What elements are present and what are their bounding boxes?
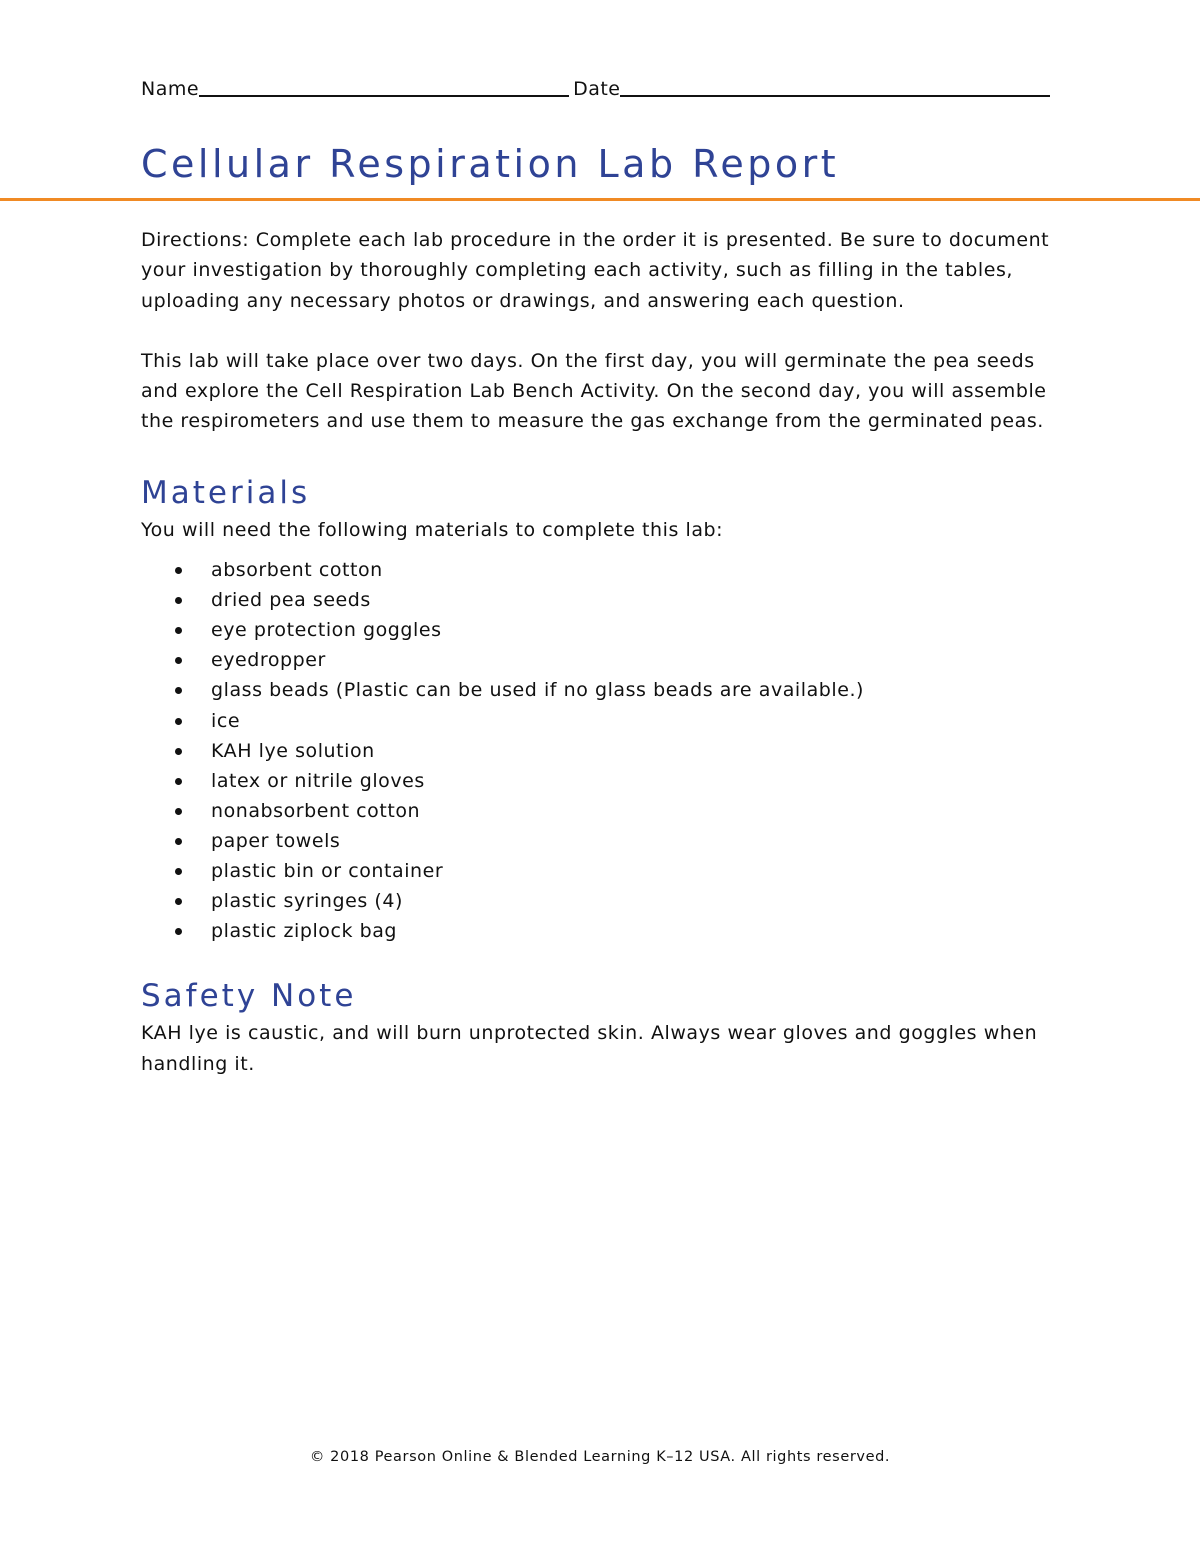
list-item: nonabsorbent cotton — [141, 796, 1061, 826]
list-item: plastic ziplock bag — [141, 916, 1061, 946]
safety-text: KAH lye is caustic, and will burn unprotected skin. Always wear gloves and goggles when handling it. — [141, 1022, 1038, 1075]
date-label: Date — [573, 78, 621, 100]
safety-heading: Safety Note — [141, 978, 357, 1015]
list-item: KAH lye solution — [141, 736, 1061, 766]
copyright-footer: © 2018 Pearson Online & Blended Learning K–12 USA. All rights reserved. — [309, 1449, 891, 1465]
list-item: plastic bin or container — [141, 856, 1061, 886]
materials-intro: You will need the following materials to complete this lab: — [141, 518, 724, 541]
name-field[interactable] — [199, 73, 569, 97]
schedule-paragraph: This lab will take place over two days. On the first day, you will germinate the pea seeds and explore the Cell Respiration Lab Bench Activity. On the second day, you will assemble the respirometers and use them to measure the gas exchange from the germinated peas. — [141, 349, 1047, 433]
name-label: Name — [141, 78, 200, 100]
list-item: ice — [141, 706, 1061, 736]
list-item: absorbent cotton — [141, 555, 1061, 585]
list-item: paper towels — [141, 826, 1061, 856]
date-field[interactable] — [620, 73, 1050, 97]
list-item: eye protection goggles — [141, 615, 1061, 645]
title-divider — [0, 198, 1200, 201]
list-item: eyedropper — [141, 645, 1061, 675]
list-item: glass beads (Plastic can be used if no glass beads are available.) — [141, 675, 1061, 705]
materials-heading: Materials — [141, 474, 311, 511]
list-item: dried pea seeds — [141, 585, 1061, 615]
materials-list — [141, 555, 1061, 946]
page-title: Cellular Respiration Lab Report — [141, 142, 840, 186]
list-item: latex or nitrile gloves — [141, 766, 1061, 796]
document-body — [141, 225, 1061, 1079]
student-info-line — [141, 70, 1061, 100]
list-item: plastic syringes (4) — [141, 886, 1061, 916]
directions-paragraph: Directions: Complete each lab procedure in the order it is presented. Be sure to document your investigation by thoroughly completing each activity, such as filling in the tables, uploading any necessary photos or drawings, and answering each question. — [141, 229, 1050, 312]
